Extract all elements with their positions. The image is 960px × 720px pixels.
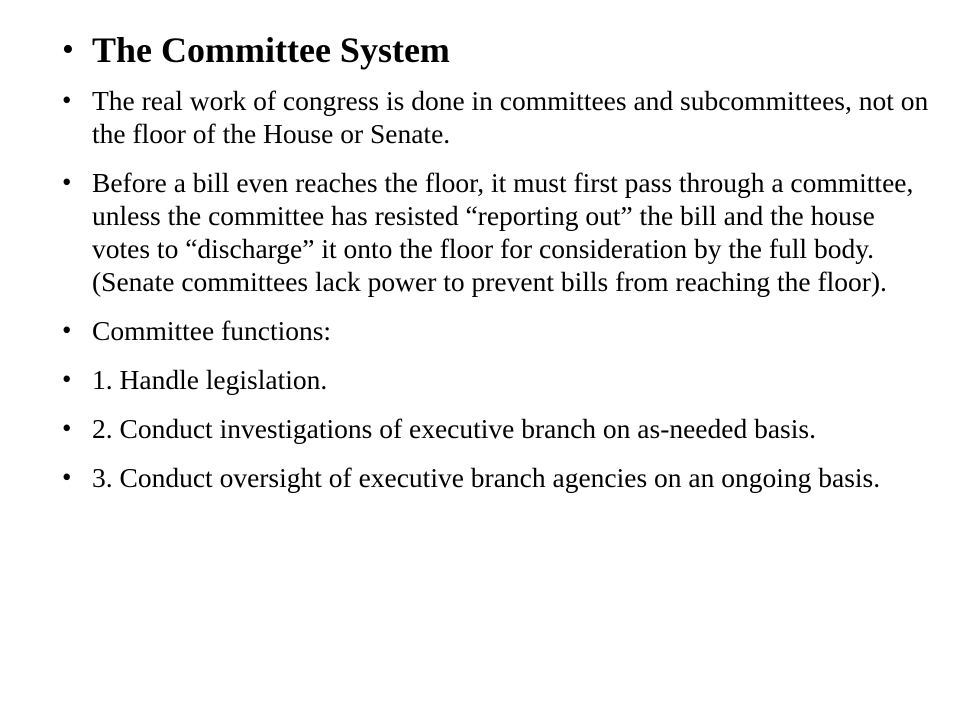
bullet-item-investigations: • 2. Conduct investigations of executive branch on as-needed basis.	[62, 412, 932, 445]
slide-title: • The Committee System	[62, 28, 932, 72]
bullet-item-committee-functions: • Committee functions:	[62, 314, 932, 347]
bullet-item-handle-legislation: • 1. Handle legislation.	[62, 363, 932, 396]
bullet-item-oversight: • 3. Conduct oversight of executive branch agencies on an ongoing basis.	[62, 461, 932, 494]
bullet-list	[62, 28, 932, 510]
bullet-item-real-work: • The real work of congress is done in committees and subcommittees, not on the floor of the House or Senate.	[62, 84, 932, 150]
bullet-item-before-bill: • Before a bill even reaches the floor, it must first pass through a committee, unless the committee has resisted “reporting out” the bill and the house votes to “discharge” it onto the floor for consideration by the full body. (Senate committees lack power to prevent bills from reaching the floor).	[62, 166, 932, 298]
